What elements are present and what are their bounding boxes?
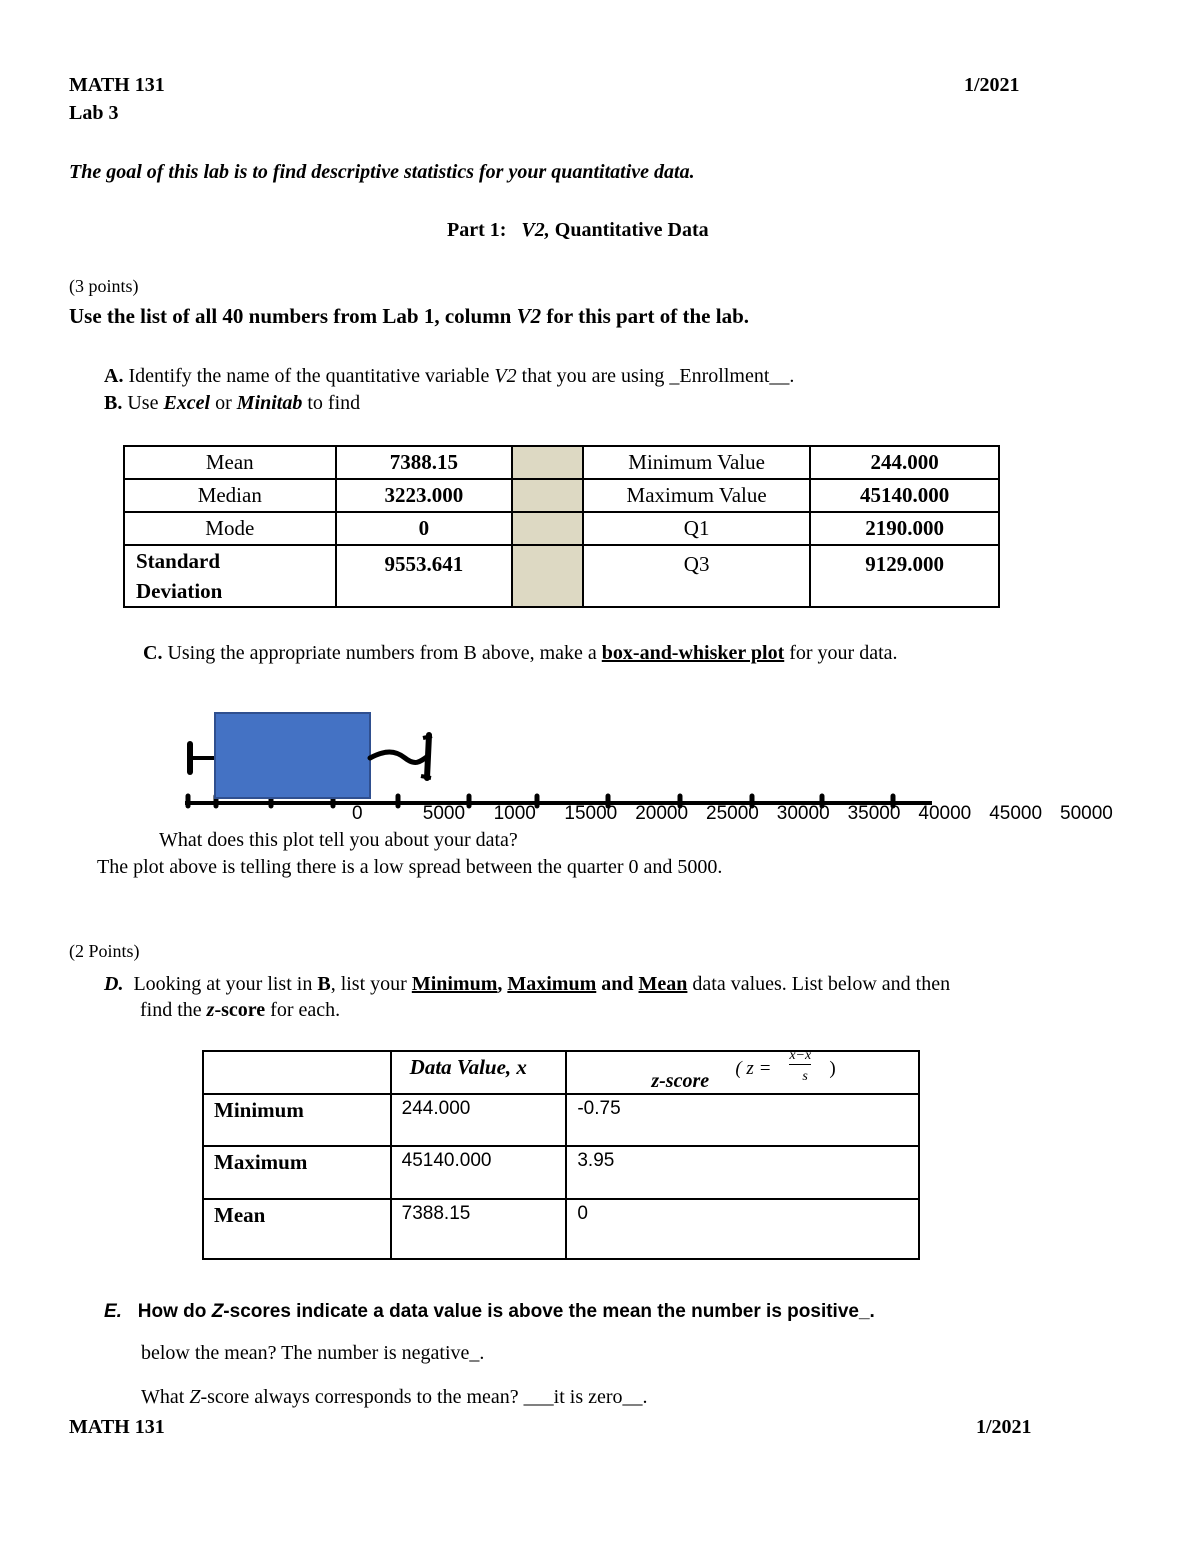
goal-statement: The goal of this lab is to find descriptive statistics for your quantitative data. xyxy=(69,161,695,183)
qa-text-a: Identify the name of the quantitative variable xyxy=(123,365,495,387)
qc-letter: C. xyxy=(143,642,163,664)
table-row xyxy=(203,1094,919,1146)
qd-mean: Mean xyxy=(638,973,688,995)
tick-label: 20000 xyxy=(635,803,689,824)
qb-text-a: Use xyxy=(122,392,164,414)
min-label: Minimum Value xyxy=(583,446,810,479)
qe-line1-b: -scores indicate a data value is above the mean the number is positive_. xyxy=(223,1301,875,1322)
boxplot-chart xyxy=(0,700,1200,830)
tick-label: 30000 xyxy=(776,803,830,824)
course-header: MATH 131 xyxy=(69,74,165,96)
tick-label: 35000 xyxy=(847,803,901,824)
header-empty xyxy=(203,1051,391,1094)
qd-text-d: data values. List below and then xyxy=(687,973,951,995)
minimum-z: -0.75 xyxy=(566,1094,919,1146)
table-row xyxy=(124,446,999,479)
min-value: 244.000 xyxy=(810,446,999,479)
max-value: 45140.000 xyxy=(810,479,999,512)
qe-line3-z: Z xyxy=(189,1386,201,1408)
qb-excel: Excel xyxy=(163,392,211,414)
qe-letter: E. xyxy=(104,1301,122,1322)
row-label-mean: Mean xyxy=(203,1199,391,1259)
table-row xyxy=(124,479,999,512)
row-label-maximum: Maximum xyxy=(203,1146,391,1199)
plot-question: What does this plot tell you about your data? xyxy=(159,829,518,851)
stats-table xyxy=(123,445,1000,608)
separator-cell xyxy=(512,512,583,545)
instruction-a: Use the list of all 40 numbers from Lab 1, column xyxy=(69,304,517,328)
plot-answer: The plot above is telling there is a low spread between the quarter 0 and 5000. xyxy=(97,856,723,878)
tick-label: 5000 xyxy=(422,803,466,824)
sd-value: 9553.641 xyxy=(336,545,513,607)
part1-rest: Quantitative Data xyxy=(554,219,709,241)
qc-text-a: Using the appropriate numbers from B above, make a xyxy=(162,642,602,664)
q3-value: 9129.000 xyxy=(810,545,999,607)
formula-right: ) xyxy=(829,1058,836,1079)
qa-letter: A. xyxy=(104,365,124,387)
instruction-b: for this part of the lab. xyxy=(541,304,749,328)
separator-cell xyxy=(512,479,583,512)
mean-label: Mean xyxy=(124,446,336,479)
table-row xyxy=(203,1146,919,1199)
qa-text-b: that you are using xyxy=(516,365,670,387)
qd-score: -score xyxy=(214,999,266,1021)
formula-denominator: s xyxy=(802,1069,808,1084)
date-header: 1/2021 xyxy=(964,74,1020,96)
mean-value: 7388.15 xyxy=(336,446,513,479)
maximum-z: 3.95 xyxy=(566,1146,919,1199)
qd-and: and xyxy=(596,973,639,995)
tick-label: 45000 xyxy=(989,803,1043,824)
points-2: (2 Points) xyxy=(69,941,140,961)
points-1: (3 points) xyxy=(69,276,139,296)
right-whisker-cap xyxy=(427,735,429,778)
median-value: 3223.000 xyxy=(336,479,513,512)
minimum-x: 244.000 xyxy=(391,1094,567,1146)
zscore-table xyxy=(202,1050,920,1260)
qe-line3-b: -score always corresponds to the mean? ___it is zero__. xyxy=(200,1386,648,1408)
qb-minitab: Minitab xyxy=(236,392,303,414)
qd-line2-b: for each. xyxy=(265,999,341,1021)
instruction-var: V2 xyxy=(516,304,542,328)
box-iqr xyxy=(215,713,370,798)
question-e-line1 xyxy=(104,1301,875,1323)
tick-label: 0 xyxy=(352,803,363,824)
instruction xyxy=(69,304,749,329)
qd-line2 xyxy=(104,997,950,1023)
qd-maximum: Maximum xyxy=(507,973,597,995)
right-whisker-cap-top xyxy=(423,736,432,738)
part1-heading xyxy=(447,219,709,242)
qd-comma: , xyxy=(497,973,503,995)
table-header-row xyxy=(203,1051,919,1094)
footer-course: MATH 131 xyxy=(69,1416,165,1438)
qe-line3-a: What xyxy=(141,1386,190,1408)
header-data-value: Data Value, x xyxy=(391,1051,567,1094)
formula-numerator: x−x xyxy=(789,1048,812,1063)
mode-label: Mode xyxy=(124,512,336,545)
tick-label: 40000 xyxy=(918,803,972,824)
qc-boxplot-term: box-and-whisker plot xyxy=(601,642,785,664)
table-row xyxy=(124,545,999,607)
median-label: Median xyxy=(124,479,336,512)
qd-letter: D. xyxy=(104,973,124,995)
sd-label-1: Standard xyxy=(136,549,221,573)
separator-cell xyxy=(512,545,583,607)
table-row xyxy=(124,512,999,545)
question-a xyxy=(104,365,794,388)
tick-label: 25000 xyxy=(706,803,759,824)
question-d xyxy=(104,971,950,1023)
question-e-line2: below the mean? The number is negative_. xyxy=(141,1342,485,1364)
qd-minimum: Minimum xyxy=(411,973,498,995)
sd-label-2: Deviation xyxy=(136,579,223,603)
lab-title: Lab 3 xyxy=(69,102,119,124)
qa-answer: _Enrollment__. xyxy=(669,365,795,387)
formula-left: ( z = xyxy=(735,1058,772,1079)
qc-text-b: for your data. xyxy=(784,642,898,664)
footer-date: 1/2021 xyxy=(976,1416,1032,1438)
qb-text-b: to find xyxy=(302,392,361,414)
sd-label xyxy=(124,545,336,607)
part1-var: V2, xyxy=(521,219,550,241)
qb-or: or xyxy=(210,392,237,414)
mean-z: 0 xyxy=(566,1199,919,1259)
maximum-x: 45140.000 xyxy=(391,1146,567,1199)
qd-line1 xyxy=(104,971,950,997)
q3-label: Q3 xyxy=(583,545,810,607)
question-b xyxy=(104,392,360,415)
zscore-label: z-score xyxy=(651,1070,710,1092)
qb-letter: B. xyxy=(104,392,123,414)
mode-value: 0 xyxy=(336,512,513,545)
qe-z: Z xyxy=(211,1301,224,1322)
row-label-minimum: Minimum xyxy=(203,1094,391,1146)
qe-line1-a: How do xyxy=(137,1301,212,1322)
q1-label: Q1 xyxy=(583,512,810,545)
tick-label: 1000 xyxy=(493,803,536,824)
question-c xyxy=(143,642,898,665)
tick-label: 15000 xyxy=(564,803,618,824)
table-row xyxy=(203,1199,919,1259)
tick-label: 50000 xyxy=(1060,803,1113,824)
mean-x: 7388.15 xyxy=(391,1199,567,1259)
header-zscore xyxy=(566,1048,919,1094)
qd-b: B xyxy=(317,973,331,995)
separator-cell xyxy=(512,446,583,479)
qd-text-a: Looking at your list in xyxy=(128,973,318,995)
axis-tick-labels xyxy=(352,803,1113,824)
right-whisker-cap-bottom xyxy=(421,776,431,778)
max-label: Maximum Value xyxy=(583,479,810,512)
question-e-line3 xyxy=(141,1386,648,1409)
qa-var: V2 xyxy=(494,365,517,387)
right-whisker xyxy=(370,752,428,762)
q1-value: 2190.000 xyxy=(810,512,999,545)
qd-line2-a: find the xyxy=(140,999,207,1021)
qd-text-c: , list your xyxy=(330,973,412,995)
part1-label: Part 1: xyxy=(447,219,507,241)
qd-z: z xyxy=(206,999,215,1021)
